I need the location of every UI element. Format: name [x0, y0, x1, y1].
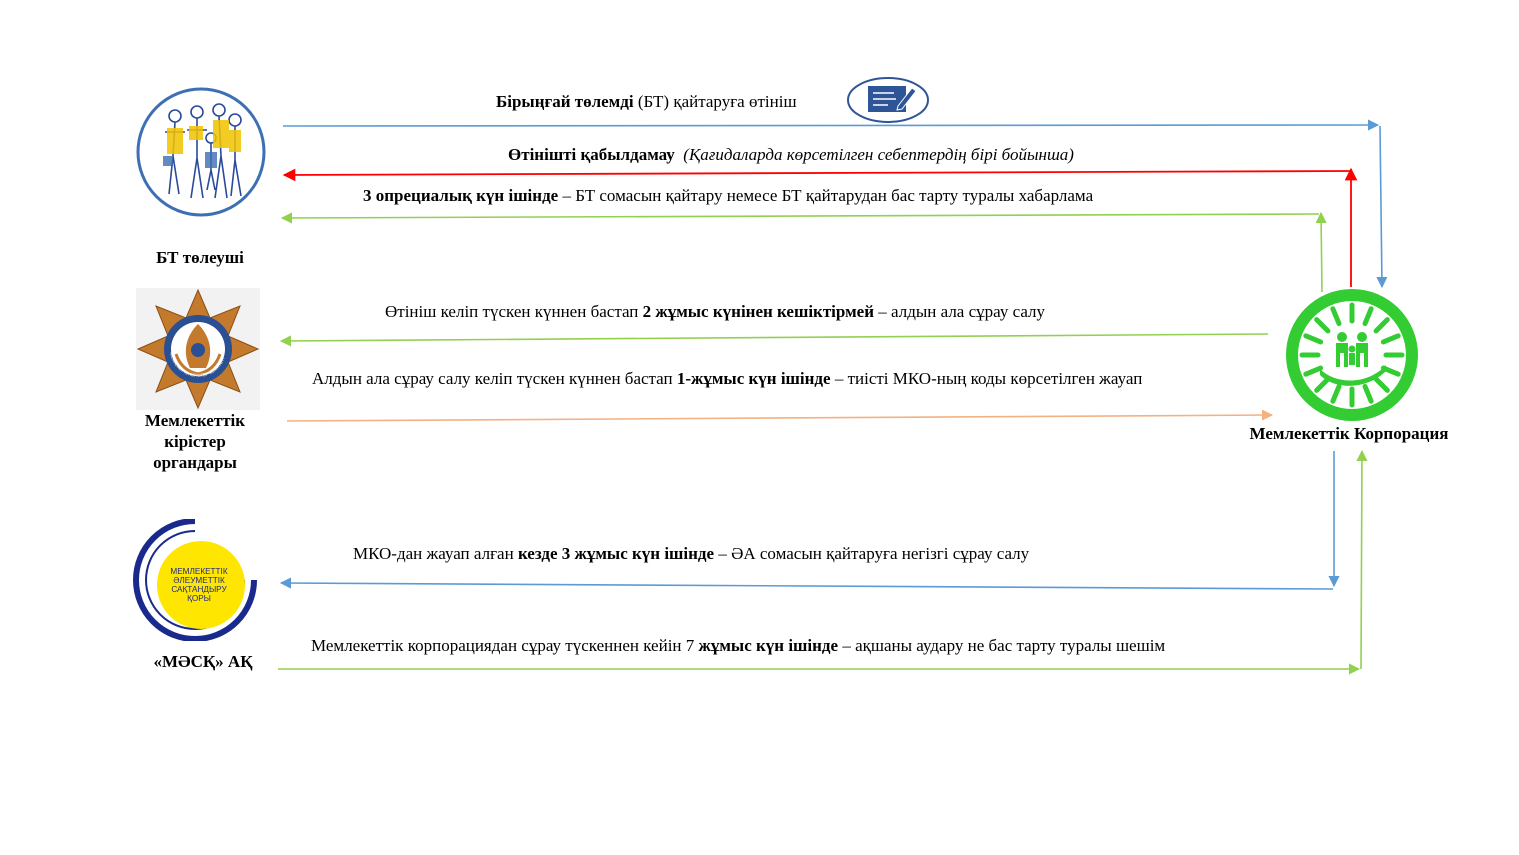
message-preliminary-bold: 2 жұмыс күнінен кешіктірмей [642, 302, 875, 321]
message-application-text: (БТ) қайтаруға өтініш [633, 92, 797, 111]
payer-people-logo [135, 86, 267, 218]
revenue-bodies-label [105, 410, 285, 473]
revenue-label-line: органдары [153, 453, 237, 472]
fund-label: «МӘСҚ» АҚ [153, 652, 253, 671]
arrow-notification [282, 214, 1319, 218]
message-decision-text: Мемлекеттік корпорациядан сұрау түскеннен кейін 7 [311, 636, 699, 655]
message-code-response [312, 369, 1142, 389]
message-preliminary-request [385, 302, 1045, 322]
payer-label: БТ төлеуші [156, 248, 244, 267]
revenue-label-line: кірістер [164, 432, 226, 451]
message-preliminary-text: Өтініш келіп түскен күннен бастап [385, 302, 643, 321]
message-application [496, 92, 797, 112]
fund-logo-line: ӘЛЕУМЕТТІК [173, 576, 225, 585]
arrow-rejection [284, 171, 1350, 175]
fund-logo-line: ҚОРЫ [187, 594, 211, 603]
message-application-bold: Бірыңғай төлемді [496, 92, 634, 111]
message-decision [311, 636, 1165, 656]
message-decision-text-end: – ақшаны аудару не бас тарту туралы шешім [838, 636, 1166, 655]
message-code-text: Алдын ала сұрау салу келіп түскен күннен бастап [312, 369, 677, 388]
fund-logo-line: САҚТАНДЫРУ [171, 585, 227, 594]
message-main-text: МКО-дан жауап алған [353, 544, 518, 563]
state-corporation-label: Мемлекеттік Корпорация [1249, 424, 1449, 443]
fund-logo-line: МЕМЛЕКЕТТІК [170, 567, 228, 576]
arrow-main-request [281, 583, 1333, 589]
message-preliminary-text-end: – алдын ала сұрау салу [874, 302, 1046, 321]
message-rejection [508, 145, 1074, 165]
arrow-application [283, 125, 1378, 126]
revenue-committee-emblem [136, 288, 260, 410]
message-notification-bold: 3 опрециалық күн ішінде [363, 186, 559, 205]
arrow-preliminary-request [281, 334, 1268, 341]
message-rejection-italic: (Қағидаларда көрсетілген себептердің бірі бойынша) [674, 145, 1074, 164]
state-corporation-logo [1282, 285, 1422, 425]
message-main-bold: кезде 3 жұмыс күн ішінде [517, 544, 715, 563]
message-main-text-end: – ӘА сомасын қайтаруға негізгі сұрау салу [714, 544, 1030, 563]
message-code-bold: 1-жұмыс күн ішінде [676, 369, 831, 388]
arrow-code-response [287, 415, 1272, 421]
message-rejection-bold: Өтінішті қабылдамау [508, 145, 675, 164]
message-code-text-end: – тиісті МКО-ның коды көрсетілген жауап [830, 369, 1143, 388]
arrow-application-down [1380, 126, 1382, 287]
fund-logo [133, 519, 257, 641]
message-notification-text: – БТ сомасын қайтару немесе БТ қайтарудан бас тарту туралы хабарлама [558, 186, 1094, 205]
document-icon [846, 76, 930, 124]
arrow-decision-up [1361, 451, 1362, 669]
message-notification [363, 186, 1093, 206]
message-main-request [353, 544, 1029, 564]
revenue-label-line: Мемлекеттік [144, 411, 246, 430]
revenue-emblem-text: МЕМЛЕКЕТТІК КІРІСТЕР КОМИТЕТІ [169, 351, 226, 379]
arrow-notification-up [1321, 213, 1322, 292]
message-decision-bold: жұмыс күн ішінде [698, 636, 839, 655]
